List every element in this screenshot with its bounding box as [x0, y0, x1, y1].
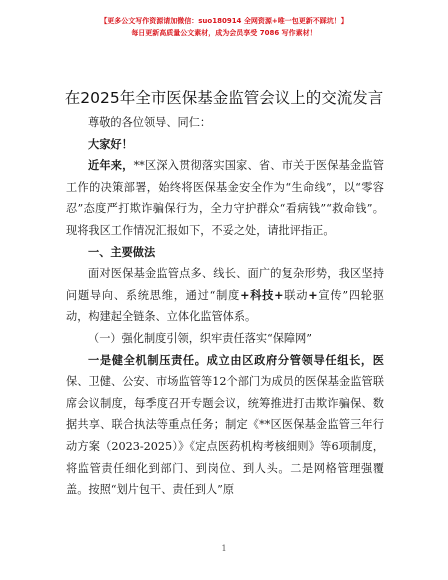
intro-lead: 近年来，: [88, 159, 134, 173]
section1-bold-1: +科技+: [240, 288, 284, 302]
paragraph-2-lead: 一是健全机制压责任。成立由区政府分管领导任组长，医: [88, 353, 384, 367]
document-title: 在2025年全市医保基金监管会议上的交流发言: [64, 89, 384, 107]
paragraph-2: [66, 350, 384, 501]
section1-bold-2: +: [308, 288, 318, 302]
section1-text-b: 联动: [283, 288, 309, 302]
intro-paragraph: [66, 155, 384, 241]
greeting: 大家好！: [88, 137, 133, 151]
paragraph-2-text: 保、卫健、公安、市场监管等12个部门为成员的医保基金监管联席会议制度，每季度召开专题会议，统筹推进打击欺诈骗保、数据共享、联合执法等重点任务；制定《**区医保基金监管三年行动方案（2023-2025）》《定点医药机构考核细则》等6项制度，将监管责任细化到部门、到岗位、到人头。二是网格管理强覆盖。按照“划片包干、责任到人”原: [66, 375, 384, 497]
subsection-heading-1: （一）强化制度引领，织牢责任落实“保障网”: [88, 331, 313, 345]
banner-line1: 【更多公文写作资源请加微信：suo180914 全网资源+唯一包更新不踩坑！】: [100, 17, 348, 25]
section1-text-a: 面对医保基金监管点多、线长、面广的复杂形势，我区坚持问题导向、系统思维，通过“制度: [66, 267, 384, 302]
banner-line2: 每日更新高质量公文素材，成为会员享受 7086 写作素材！: [131, 29, 317, 37]
section1-text-c: 宣传”四轮驱动，构建起全链条、立体化监管体系。: [66, 288, 384, 324]
intro-text: **区深入贯彻落实国家、省、市关于医保基金监管工作的决策部署，始终将医保基金安全作为“生命线”，以“零容忍”态度严打欺诈骗保行为，全力守护群众“看病钱”“救命钱”。现将我区工作情况汇报如下，不妥之处，请批评指正。: [66, 159, 384, 237]
section1-paragraph: [66, 263, 384, 328]
section-heading-1: 一、主要做法: [88, 245, 156, 259]
page-number: 1: [221, 544, 227, 553]
document-body: [66, 112, 384, 501]
salutation: 尊敬的各位领导、同仁：: [88, 116, 212, 129]
banner: [0, 16, 448, 39]
